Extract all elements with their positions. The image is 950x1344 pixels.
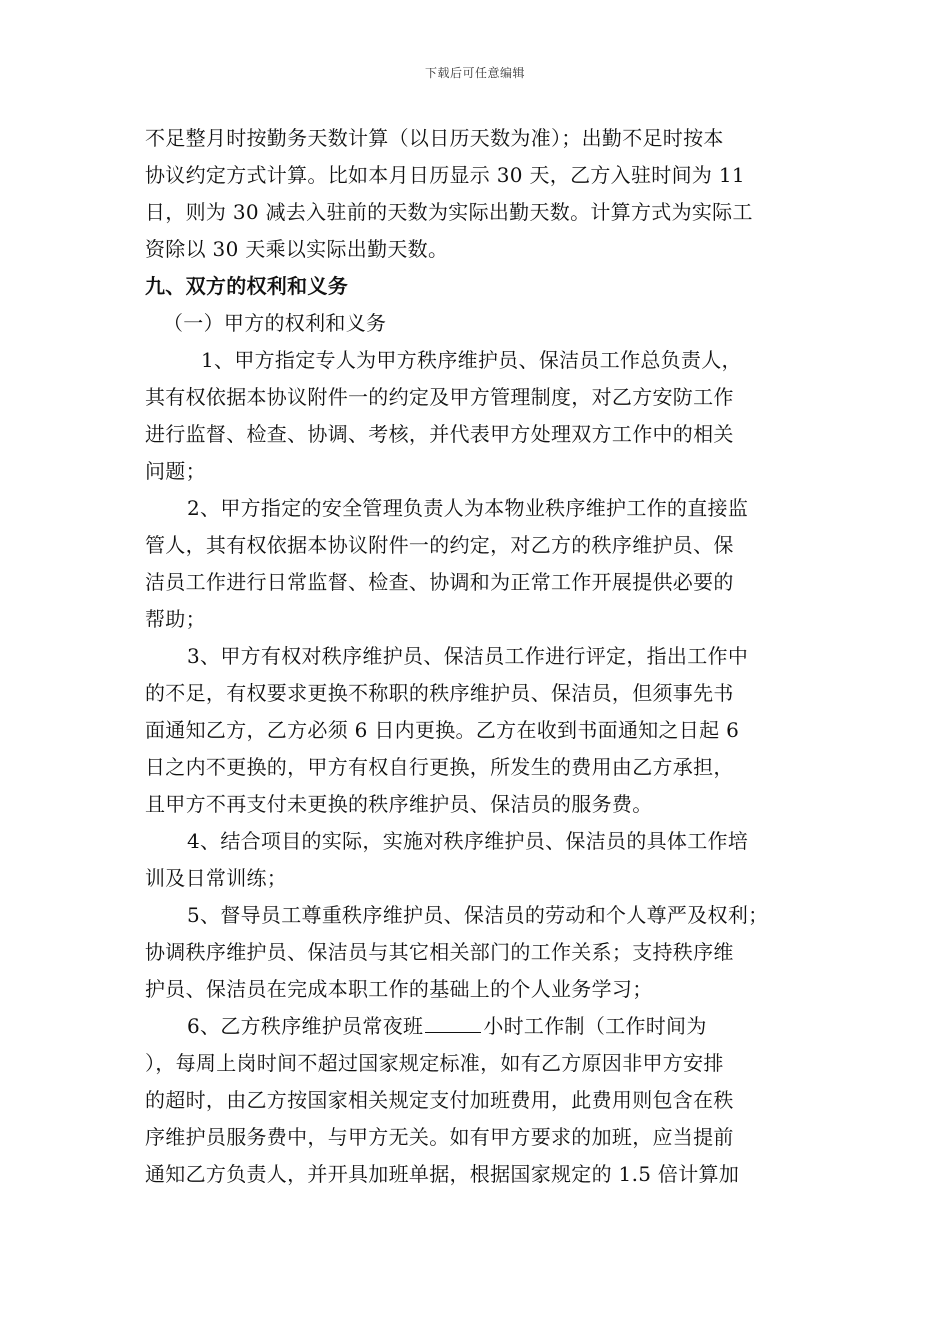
document-body	[145, 120, 810, 1193]
text-line: 不足整月时按勤务天数计算（以日历天数为准）；出勤不足时按本	[145, 126, 724, 150]
clause-3-line: 的不足，有权要求更换不称职的秩序维护员、保洁员，但须事先书	[145, 681, 734, 705]
clause-6-line	[145, 1008, 810, 1045]
clause-6-line: 的超时，由乙方按国家相关规定支付加班费用，此费用则包含在秩	[145, 1088, 734, 1112]
subsection-heading: （一）甲方的权利和义务	[163, 311, 387, 335]
clause-6-line: 通知乙方负责人，并开具加班单据，根据国家规定的 1.5 倍计算加	[145, 1162, 740, 1186]
text-line: 协议约定方式计算。比如本月日历显示 30 天，乙方入驻时间为 11	[145, 163, 745, 187]
fill-in-blank	[425, 1014, 481, 1033]
clause-5-line: 协调秩序维护员、保洁员与其它相关部门的工作关系；支持秩序维	[145, 940, 734, 964]
clause-5-line: 5、督导员工尊重秩序维护员、保洁员的劳动和个人尊严及权利；	[187, 903, 769, 927]
clause-5-line: 护员、保洁员在完成本职工作的基础上的个人业务学习；	[145, 977, 653, 1001]
text-line: 资除以 30 天乘以实际出勤天数。	[145, 237, 449, 261]
clause-1-line: 其有权依据本协议附件一的约定及甲方管理制度，对乙方安防工作	[145, 385, 734, 409]
clause-3-line: 3、甲方有权对秩序维护员、保洁员工作进行评定，指出工作中	[187, 644, 749, 668]
clause-6-line: ），每周上岗时间不超过国家规定标准，如有乙方原因非甲方安排	[145, 1051, 724, 1075]
clause-3-line: 日之内不更换的，甲方有权自行更换，所发生的费用由乙方承担，	[145, 755, 734, 779]
clause-6-text-before-blank: 6、乙方秩序维护员常夜班	[187, 1014, 424, 1038]
page-header-note: 下载后可任意编辑	[424, 66, 525, 80]
clause-2-line: 帮助；	[145, 607, 206, 631]
clause-2-line: 管人，其有权依据本协议附件一的约定，对乙方的秩序维护员、保	[145, 533, 734, 557]
clause-2-line: 洁员工作进行日常监督、检查、协调和为正常工作开展提供必要的	[145, 570, 734, 594]
clause-2-line: 2、甲方指定的安全管理负责人为本物业秩序维护工作的直接监	[187, 496, 749, 520]
clause-6-text-after-blank: 小时工作制（工作时间为	[483, 1014, 707, 1038]
clause-1-line: 进行监督、检查、协调、考核，并代表甲方处理双方工作中的相关	[145, 422, 734, 446]
clause-4-line: 训及日常训练；	[145, 866, 288, 890]
text-line: 日，则为 30 减去入驻前的天数为实际出勤天数。计算方式为实际工	[145, 200, 753, 224]
clause-4-line: 4、结合项目的实际，实施对秩序维护员、保洁员的具体工作培	[187, 829, 749, 853]
clause-1-line: 问题；	[145, 459, 206, 483]
section-heading: 九、双方的权利和义务	[145, 274, 348, 298]
clause-3-line: 面通知乙方，乙方必须 6 日内更换。乙方在收到书面通知之日起 6	[145, 718, 740, 742]
clause-6-line: 序维护员服务费中，与甲方无关。如有甲方要求的加班，应当提前	[145, 1125, 734, 1149]
clause-3-line: 且甲方不再支付未更换的秩序维护员、保洁员的服务费。	[145, 792, 653, 816]
clause-1-line: 1、甲方指定专人为甲方秩序维护员、保洁员工作总负责人，	[201, 348, 742, 372]
